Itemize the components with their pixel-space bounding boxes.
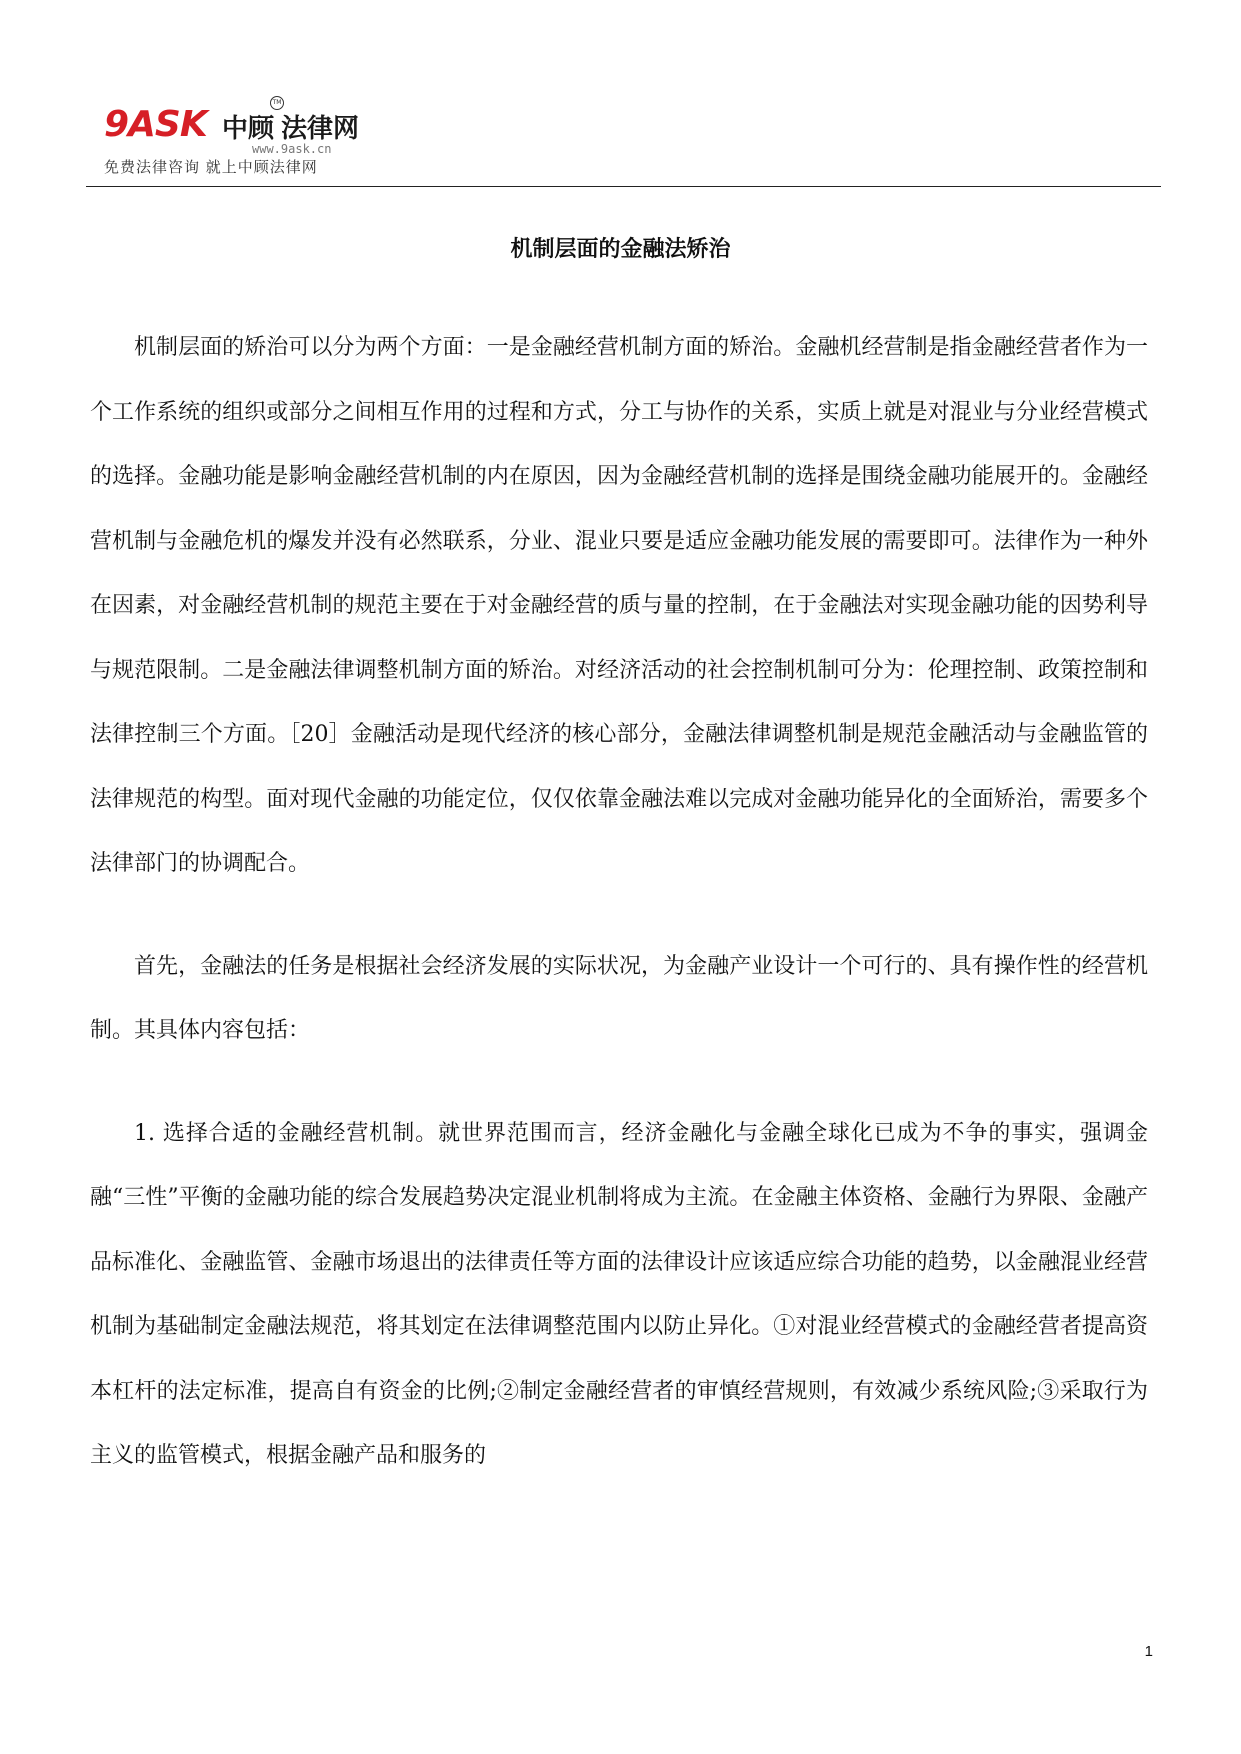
document-body <box>90 316 1148 1527</box>
paragraph: 1. 选择合适的金融经营机制。就世界范围而言，经济金融化与金融全球化已成为不争的事实，强调金融“三性”平衡的金融功能的综合发展趋势决定混业机制将成为主流。在金融主体资格、金融行为界限、金融产品标准化、金融监管、金融市场退出的法律责任等方面的法律设计应该适应综合功能的趋势，以金融混业经营机制为基础制定金融法规范，将其划定在法律调整范围内以防止异化。①对混业经营模式的金融经营者提高资本杠杆的法定标准，提高自有资金的比例;②制定金融经营者的审慎经营规则，有效减少系统风险;③采取行为主义的监管模式，根据金融产品和服务的 <box>90 1120 1148 1468</box>
paragraph: 首先，金融法的任务是根据社会经济发展的实际状况，为金融产业设计一个可行的、具有操作性的经营机制。其具体内容包括： <box>90 953 1148 1043</box>
logo-url: www.9ask.cn <box>252 142 332 156</box>
header-tagline: 免费法律咨询 就上中顾法律网 <box>104 158 318 176</box>
paragraph: 机制层面的矫治可以分为两个方面：一是金融经营机制方面的矫治。金融机经营制是指金融经营者作为一个工作系统的组织或部分之间相互作用的过程和方式，分工与协作的关系，实质上就是对混业与分业经营模式的选择。金融功能是影响金融经营机制的内在原因，因为金融经营机制的选择是围绕金融功能展开的。金融经营机制与金融危机的爆发并没有必然联系，分业、混业只要是适应金融功能发展的需要即可。法律作为一种外在因素，对金融经营机制的规范主要在于对金融经营的质与量的控制，在于金融法对实现金融功能的因势利导与规范限制。二是金融法律调整机制方面的矫治。对经济活动的社会控制机制可分为：伦理控制、政策控制和法律控制三个方面。［20］金融活动是现代经济的核心部分，金融法律调整机制是规范金融活动与金融监管的法律规范的构型。面对现代金融的功能定位，仅仅依靠金融法难以完成对金融功能异化的全面矫治，需要多个法律部门的协调配合。 <box>90 335 1148 876</box>
document-title: 机制层面的金融法矫治 <box>510 237 731 262</box>
header-divider <box>86 186 1161 187</box>
logo-name-b: 法律网 <box>281 114 360 144</box>
page-header <box>86 88 1161 188</box>
trademark-icon: TM <box>270 96 284 110</box>
logo-name-a: 中顾 <box>222 114 275 144</box>
page-number: 1 <box>1144 1643 1153 1660</box>
logo-brand: 9ASK <box>104 104 207 145</box>
